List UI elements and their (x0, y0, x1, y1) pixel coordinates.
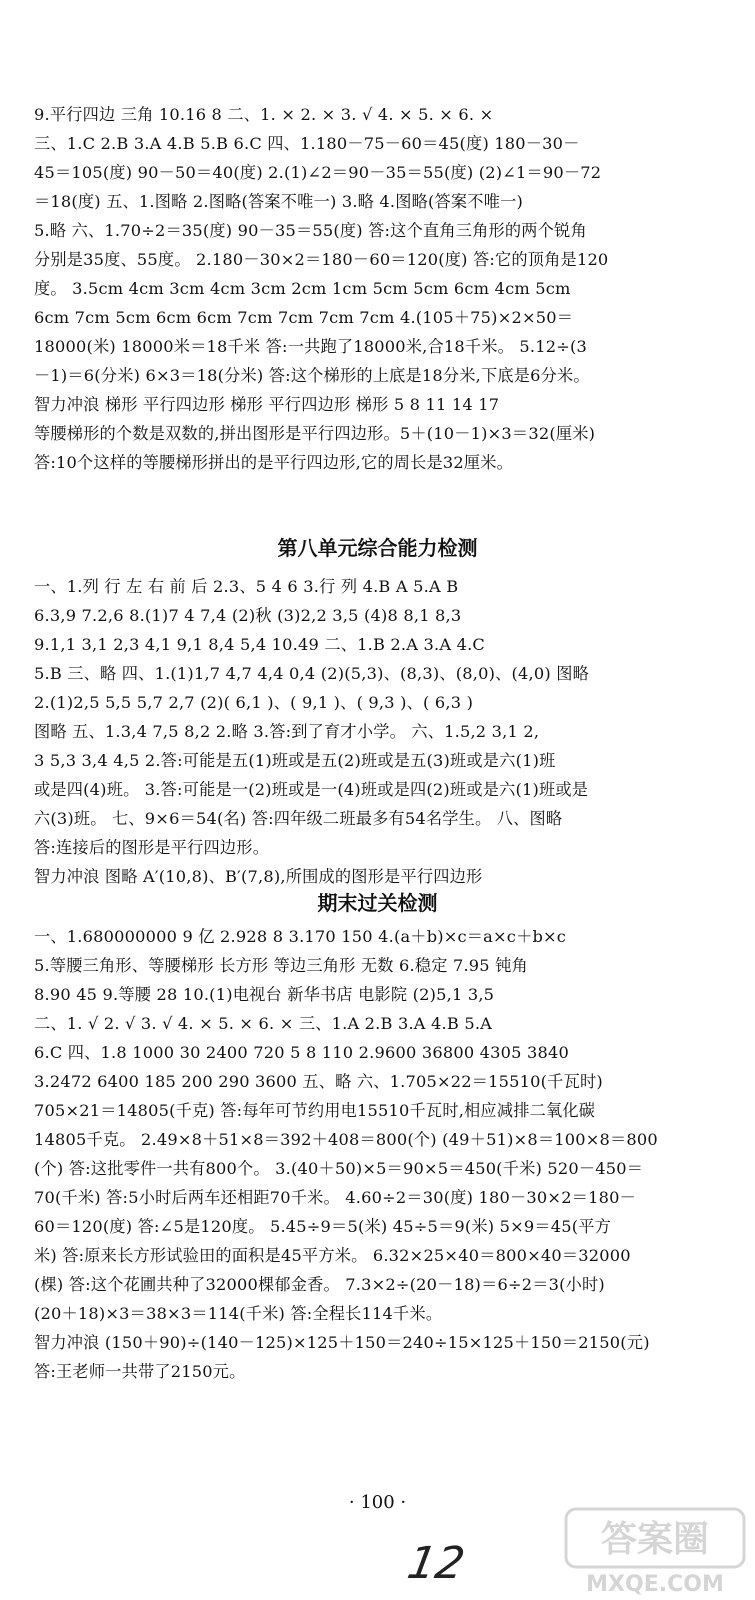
watermark-text-top: 答案圈 (600, 1519, 710, 1560)
text-line: (个) 答:这批零件一共有800个。 3.(40＋50)×5＝90×5＝450(千米) 520－450＝ (34, 1159, 644, 1178)
text-line: 分别是35度、55度。 2.180－30×2＝180－60＝120(度) 答:它的顶角是120 (34, 250, 609, 269)
text-line: 智力冲浪 (150＋90)÷(140－125)×125＋150＝240÷15×125＋150＝2150(元) (34, 1333, 650, 1352)
section-unit8-answers (34, 572, 724, 891)
text-line: (20＋18)×3＝38×3＝114(千米) 答:全程长114千米。 (34, 1304, 443, 1323)
text-line: 智力冲浪 梯形 平行四边形 梯形 平行四边形 梯形 5 8 11 14 17 (34, 395, 500, 414)
section-heading: 期末过关检测 (317, 891, 438, 915)
text-line: 14805千克。 2.49×8＋51×8＝392＋408＝800(个) (49＋51)×8＝100×8＝800 (34, 1130, 658, 1149)
page-number: · 100 · (348, 1492, 407, 1513)
text-line: 2.(1)2,5 5,5 5,7 2,7 (2)( 6,1 )、( 9,1 )、( 9,3 )、( 6,3 ) (34, 693, 474, 712)
text-line: ＝18(度) 五、1.图略 2.图略(答案不唯一) 3.略 4.图略(答案不唯一) (34, 192, 523, 211)
text-line: 米) 答:原来长方形试验田的面积是45平方米。 6.32×25×40＝800×40＝32000 (34, 1246, 631, 1265)
text-line: 6.C 四、1.8 1000 30 2400 720 5 8 110 2.9600 36800 4305 3840 (34, 1043, 570, 1062)
text-line: 六(3)班。 七、9×6＝54(名) 答:四年级二班最多有54名学生。 八、图略 (34, 809, 563, 828)
section-heading: 第八单元综合能力检测 (277, 536, 478, 560)
text-line: 答:10个这样的等腰梯形拼出的是平行四边形,它的周长是32厘米。 (34, 453, 514, 472)
watermark-logo-icon (560, 1505, 750, 1597)
text-line: 三、1.C 2.B 3.A 4.B 5.B 6.C 四、1.180－75－60＝45(度) 180－30－ (34, 134, 580, 153)
handwritten-note: 12 (403, 1538, 469, 1589)
text-line: 图略 五、1.3,4 7,5 8,2 2.略 3.答:到了育才小学。 六、1.5,2 3,1 2, (34, 722, 540, 741)
text-line: 5.略 六、1.70÷2＝35(度) 90－35＝55(度) 答:这个直角三角形的两个锐角 (34, 221, 587, 240)
text-line: 度。 3.5cm 4cm 3cm 4cm 3cm 2cm 1cm 5cm 5cm 6cm 4cm 5cm (34, 279, 571, 298)
text-line: 705×21＝14805(千克) 答:每年可节约用电15510千瓦时,相应减排二氧化碳 (34, 1101, 596, 1120)
text-line: 5.等腰三角形、等腰梯形 长方形 等边三角形 无数 6.稳定 7.95 钝角 (34, 956, 528, 975)
section-unit7-answers (34, 100, 724, 477)
text-line: 6cm 7cm 5cm 6cm 6cm 7cm 7cm 7cm 7cm 4.(105＋75)×2×50＝ (34, 308, 574, 327)
text-line: 18000(米) 18000米＝18千米 答:一共跑了18000米,合18千米。 5.12÷(3 (34, 337, 587, 356)
text-line: 或是四(4)班。 3.答:可能是一(2)班或是一(4)班或是四(2)班或是六(1)班或是 (34, 780, 589, 799)
watermark-text-bottom: MXQE.COM (586, 1572, 724, 1597)
text-line: (棵) 答:这个花圃共种了32000棵郁金香。 7.3×2÷(20－18)＝6÷2＝3(小时) (34, 1275, 605, 1294)
text-line: 等腰梯形的个数是双数的,拼出图形是平行四边形。5＋(10－1)×3＝32(厘米) (34, 424, 596, 443)
text-line: 智力冲浪 图略 A′(10,8)、B′(7,8),所围成的图形是平行四边形 (34, 867, 483, 886)
section-final-answers (34, 922, 724, 1386)
text-line: 答:王老师一共带了2150元。 (34, 1362, 246, 1381)
text-line: 二、1. √ 2. √ 3. √ 4. × 5. × 6. × 三、1.A 2.B 3.A 4.B 5.A (34, 1014, 493, 1033)
text-line: －1)＝6(分米) 6×3＝18(分米) 答:这个梯形的上底是18分米,下底是6分米。 (34, 366, 590, 385)
text-line: 一、1.列 行 左 右 前 后 2.3、5 4 6 3.行 列 4.B A 5.A B (34, 577, 459, 596)
text-line: 8.90 45 9.等腰 28 10.(1)电视台 新华书店 电影院 (2)5,1 3,5 (34, 985, 495, 1004)
text-line: 45＝105(度) 90－50＝40(度) 2.(1)∠2＝90－35＝55(度) (2)∠1＝90－72 (34, 163, 602, 182)
text-line: 6.3,9 7.2,6 8.(1)7 4 7,4 (2)秋 (3)2,2 3,5 (4)8 8,1 8,3 (34, 606, 462, 625)
text-line: 70(千米) 答:5小时后两车还相距70千米。 4.60÷2＝30(度) 180－30×2＝180－ (34, 1188, 636, 1207)
text-line: 3 5,3 3,4 4,5 2.答:可能是五(1)班或是五(2)班或是五(3)班或是六(1)班 (34, 751, 556, 770)
text-line: 5.B 三、略 四、1.(1)1,7 4,7 4,4 0,4 (2)(5,3)、(8,3)、(8,0)、(4,0) 图略 (34, 664, 590, 683)
text-line: 9.1,1 3,1 2,3 4,1 9,1 8,4 5,4 10.49 二、1.B 2.A 3.A 4.C (34, 635, 486, 654)
text-line: 60＝120(度) 答:∠5是120度。 5.45÷9＝5(米) 45÷5＝9(米) 5×9＝45(平方 (34, 1217, 612, 1236)
text-line: 一、1.680000000 9 亿 2.928 8 3.170 150 4.(a＋b)×c＝a×c＋b×c (34, 927, 567, 946)
text-line: 3.2472 6400 185 200 290 3600 五、略 六、1.705×22＝15510(千瓦时) (34, 1072, 603, 1091)
text-line: 答:连接后的图形是平行四边形。 (34, 838, 270, 857)
text-line: 9.平行四边 三角 10.16 8 二、1. × 2. × 3. √ 4. × 5. × 6. × (34, 105, 494, 124)
